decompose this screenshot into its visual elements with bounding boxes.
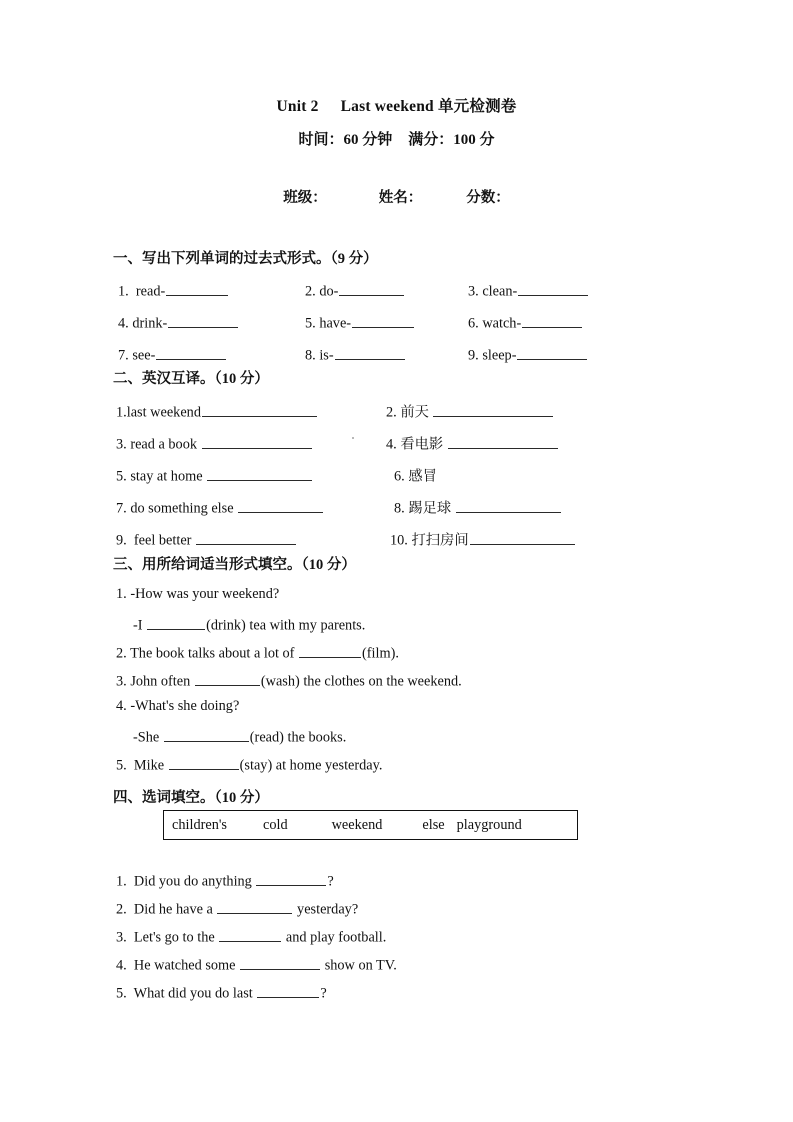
title-topic: Last weekend: [340, 98, 434, 115]
section-heading-1: 一、写出下列单词的过去式形式。（9 分）: [113, 251, 378, 267]
item-number: 2.: [305, 283, 316, 300]
exercise1-item-4: [118, 313, 239, 331]
answer-blank[interactable]: [257, 983, 319, 998]
item-tail: ?: [320, 985, 327, 1002]
exercise4-item-2: [116, 899, 358, 917]
item-lead: Let's go to the: [133, 929, 215, 946]
item-tail: yesterday?: [297, 901, 359, 918]
item-number: 1.: [116, 404, 127, 421]
answer-blank[interactable]: [470, 530, 575, 545]
item-number: 5.: [116, 468, 127, 485]
answer-blank[interactable]: [433, 402, 553, 417]
item-text: 打扫房间: [411, 532, 469, 549]
item-word: clean-: [482, 283, 518, 300]
answer-blank[interactable]: [196, 530, 296, 545]
item-number: 4.: [116, 698, 127, 714]
item-lead: The book talks about a lot of: [130, 645, 295, 662]
answer-blank[interactable]: [518, 281, 588, 296]
scan-artifact: [352, 437, 354, 439]
item-number: 5.: [305, 315, 316, 332]
exercise4-item-4: [116, 955, 397, 973]
item-text: stay at home: [130, 468, 203, 485]
item-text: 感冒: [408, 468, 437, 485]
section-heading-2: 二、英汉互译。（10 分）: [113, 371, 269, 387]
exercise2-item-7: [116, 498, 324, 516]
answer-blank[interactable]: [352, 313, 414, 328]
item-text: last weekend: [126, 404, 201, 421]
exercise3-item-4-answer: [133, 727, 346, 745]
item-number: 1.: [118, 283, 129, 300]
item-tail: ?: [327, 873, 334, 890]
item-prompt: -What's she doing?: [130, 698, 240, 714]
item-text: 看电影: [400, 436, 444, 453]
exercise2-item-8: [394, 498, 562, 516]
item-word: have-: [319, 315, 352, 332]
info-class-label: 班级：: [283, 190, 327, 206]
exercise2-item-4: [386, 434, 559, 452]
answer-blank[interactable]: [456, 498, 561, 513]
answer-blank[interactable]: [207, 466, 312, 481]
answer-blank[interactable]: [517, 345, 587, 360]
item-number: 2.: [116, 645, 127, 662]
exercise1-item-1: [118, 281, 229, 299]
subtitle-score: 满分：100 分: [408, 132, 495, 148]
exercise1-item-8: [305, 345, 406, 363]
exercise1-item-6: [468, 313, 583, 331]
word-bank-item-3[interactable]: weekend: [331, 816, 383, 833]
exercise4-item-3: [116, 927, 386, 945]
item-lead: John often: [130, 673, 191, 690]
exercise1-item-3: [468, 281, 589, 299]
item-number: 4.: [116, 957, 127, 974]
item-lead: Did you do anything: [133, 873, 252, 890]
exercise3-item-4: [116, 699, 239, 713]
answer-lead: -She: [133, 729, 160, 746]
item-word: see-: [132, 347, 156, 364]
exercise3-item-1-answer: [133, 615, 365, 633]
word-bank-item-2[interactable]: cold: [262, 816, 288, 833]
document-subtitle: [0, 128, 793, 149]
answer-blank[interactable]: [522, 313, 582, 328]
answer-blank[interactable]: [256, 871, 326, 886]
exercise2-item-1: [116, 402, 318, 420]
item-tail: and play football.: [285, 929, 387, 946]
answer-blank[interactable]: [169, 755, 239, 770]
item-lead: Mike: [133, 757, 165, 774]
answer-blank[interactable]: [335, 345, 405, 360]
exercise4-item-5: [116, 983, 327, 1001]
item-number: 8.: [305, 347, 316, 364]
item-number: 7.: [116, 500, 127, 517]
item-number: 5.: [116, 985, 127, 1002]
item-lead: What did you do last: [133, 985, 253, 1002]
item-word: watch-: [482, 315, 522, 332]
item-number: 5.: [116, 757, 127, 774]
answer-blank[interactable]: [240, 955, 320, 970]
info-score-label: 分数：: [466, 190, 510, 206]
item-number: 9.: [116, 532, 127, 549]
item-number: 4.: [118, 315, 129, 332]
answer-blank[interactable]: [219, 927, 281, 942]
exercise4-item-1: [116, 871, 334, 889]
answer-blank[interactable]: [195, 671, 260, 686]
answer-tail: (drink) tea with my parents.: [206, 617, 366, 634]
item-number: 3.: [468, 283, 479, 300]
word-bank-item-4[interactable]: else: [422, 816, 445, 833]
section-heading-3: 三、用所给词适当形式填空。（10 分）: [113, 557, 356, 573]
exercise1-item-5: [305, 313, 415, 331]
item-number: 2.: [116, 901, 127, 918]
document-title: [0, 94, 793, 116]
item-word: do-: [319, 283, 339, 300]
item-tail: (film).: [362, 645, 399, 662]
word-bank-box: [163, 810, 578, 840]
item-text: do something else: [130, 500, 234, 517]
item-number: 2.: [386, 404, 397, 421]
exercise2-item-3: [116, 434, 313, 452]
item-word: is-: [319, 347, 334, 364]
section-heading-4: 四、选词填空。（10 分）: [113, 790, 269, 806]
exercise1-item-2: [305, 281, 405, 299]
exercise3-item-2: [116, 643, 399, 661]
answer-blank[interactable]: [217, 899, 292, 914]
item-text: read a book: [130, 436, 198, 453]
item-number: 10.: [390, 532, 408, 549]
answer-blank[interactable]: [156, 345, 226, 360]
title-suffix: 单元检测卷: [437, 98, 517, 115]
item-word: sleep-: [482, 347, 517, 364]
item-word: drink-: [132, 315, 168, 332]
item-tail: (stay) at home yesterday.: [239, 757, 383, 774]
exercise2-item-6: [394, 466, 439, 484]
exercise2-item-9: [116, 530, 297, 548]
answer-blank[interactable]: [202, 434, 312, 449]
item-number: 1.: [116, 873, 127, 890]
answer-blank[interactable]: [202, 402, 317, 417]
answer-blank[interactable]: [168, 313, 238, 328]
subtitle-time: 时间：60 分钟: [298, 132, 393, 148]
exercise3-item-3: [116, 671, 462, 689]
answer-blank[interactable]: [147, 615, 205, 630]
word-bank-items: [164, 811, 577, 839]
answer-blank[interactable]: [164, 727, 249, 742]
answer-blank[interactable]: [238, 498, 323, 513]
answer-lead: -I: [133, 617, 143, 634]
item-text: feel better: [133, 532, 192, 549]
item-prompt: -How was your weekend?: [130, 586, 280, 602]
item-number: 3.: [116, 673, 127, 690]
item-number: 9.: [468, 347, 479, 364]
item-number: 3.: [116, 929, 127, 946]
item-number: 7.: [118, 347, 129, 364]
answer-blank[interactable]: [166, 281, 228, 296]
answer-tail: (read) the books.: [249, 729, 347, 746]
exercise3-item-5: [116, 755, 382, 773]
answer-blank[interactable]: [339, 281, 404, 296]
item-word: read-: [135, 283, 166, 300]
answer-blank[interactable]: [448, 434, 558, 449]
item-lead: Did he have a: [133, 901, 213, 918]
exercise1-item-7: [118, 345, 227, 363]
answer-blank[interactable]: [299, 643, 361, 658]
title-unit: Unit 2: [276, 98, 319, 115]
item-tail: show on TV.: [324, 957, 397, 974]
word-bank-item-1[interactable]: children's: [172, 816, 227, 833]
student-info-line: [0, 186, 793, 207]
info-name-label: 姓名：: [378, 190, 423, 206]
item-lead: He watched some: [133, 957, 236, 974]
item-number: 1.: [116, 586, 127, 602]
exercise2-item-5: [116, 466, 313, 484]
exercise2-item-10: [390, 530, 576, 548]
item-number: 3.: [116, 436, 127, 453]
exercise3-item-1: [116, 587, 279, 601]
item-number: 4.: [386, 436, 397, 453]
item-number: 8.: [394, 500, 405, 517]
exercise2-item-2: [386, 402, 554, 420]
word-bank-item-5[interactable]: playground: [456, 816, 522, 833]
item-text: 踢足球: [408, 500, 452, 517]
item-text: 前天: [400, 404, 429, 421]
item-tail: (wash) the clothes on the weekend.: [260, 673, 462, 690]
exercise1-item-9: [468, 345, 588, 363]
item-number: 6.: [394, 468, 405, 485]
item-number: 6.: [468, 315, 479, 332]
